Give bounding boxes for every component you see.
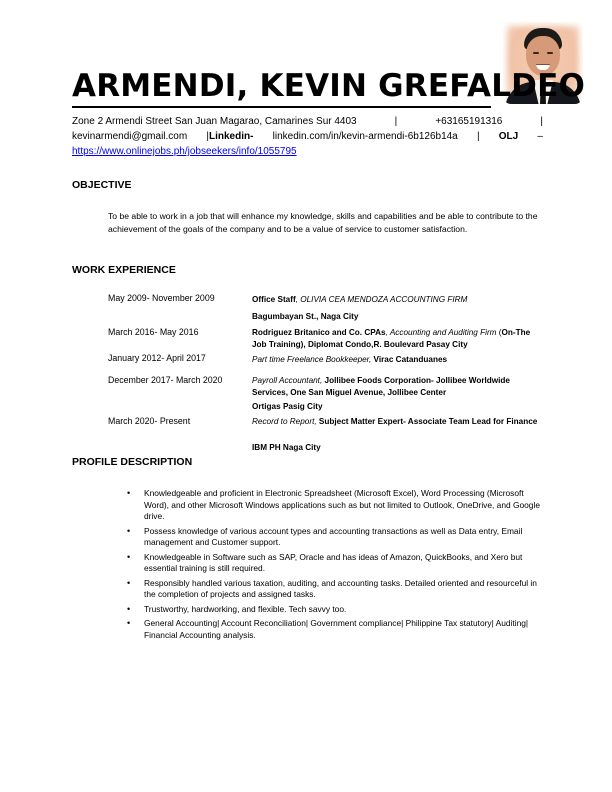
job-title: Office Staff bbox=[252, 295, 296, 304]
photo-eye-right bbox=[547, 52, 553, 54]
bullet-icon: • bbox=[127, 603, 131, 614]
photo-eye-left bbox=[533, 52, 539, 54]
olj-dash: – bbox=[537, 131, 543, 142]
list-item bbox=[127, 526, 547, 549]
job-title: Record to Report bbox=[252, 417, 315, 426]
profile-list bbox=[127, 488, 547, 644]
work-location: IBM PH Naga City bbox=[252, 443, 321, 452]
profile-description-heading: PROFILE DESCRIPTION bbox=[72, 456, 193, 468]
candidate-name: ARMENDI, KEVIN GREFALDEO bbox=[72, 68, 586, 104]
contact-line-2 bbox=[72, 129, 543, 144]
separator: | bbox=[540, 116, 543, 127]
job-title: Part time Freelance Bookkeeper bbox=[252, 355, 369, 364]
separator: | bbox=[476, 131, 480, 142]
objective-text: To be able to work in a job that will enhance my knowledge, skills and capabilities and be able to contribute to the achievement of the goals of the company and to be a value of service to customer satisfaction. bbox=[108, 211, 538, 234]
role: Subject Matter Expert- Associate Team Lead for Finance bbox=[318, 417, 538, 426]
bullet-icon: • bbox=[127, 577, 131, 588]
bullet-icon: • bbox=[127, 488, 131, 498]
sep: , bbox=[314, 417, 319, 426]
company: Jollibee Foods Corporation- Jollibee Worldwide Services, One San Miguel Avenue, Jollibee Center bbox=[252, 376, 510, 397]
bullet-icon: • bbox=[127, 551, 131, 562]
list-item bbox=[127, 552, 547, 575]
sep: , bbox=[319, 376, 325, 385]
sep: , bbox=[385, 328, 390, 337]
linkedin-group bbox=[206, 129, 253, 144]
work-location: Ortigas Pasig City bbox=[252, 402, 323, 411]
email[interactable]: kevinarmendi@gmail.com bbox=[72, 131, 188, 142]
list-item-text: Knowledgeable in Software such as SAP, Oracle and has ideas of Amazon, QuickBooks, and Xero but essential training is still required. bbox=[144, 551, 523, 573]
bullet-icon: • bbox=[127, 525, 131, 536]
job-title: Payroll Accountant bbox=[252, 376, 320, 385]
work-date: March 2016- May 2016 bbox=[108, 327, 199, 337]
work-date: January 2012- April 2017 bbox=[108, 353, 206, 363]
linkedin-url[interactable]: linkedin.com/in/kevin-armendi-6b126b14a bbox=[272, 131, 458, 142]
separator: | bbox=[206, 131, 209, 142]
list-item-text: Trustworthy, hardworking, and flexible. Tech savvy too. bbox=[144, 603, 347, 614]
address: Zone 2 Armendi Street San Juan Magarao, Camarines Sur 4403 bbox=[72, 116, 357, 127]
training-location: On-The Job Training), Diplomat Condo,R. Boulevard Pasay City bbox=[252, 328, 531, 349]
bullet-icon: • bbox=[127, 618, 131, 628]
phone: +63165191316 bbox=[435, 116, 503, 127]
list-item-text: Possess knowledge of various account types and accounting transactions as well as Data entry, Email management and Customer support. bbox=[144, 525, 523, 547]
list-item-text: Knowledgeable and proficient in Electronic Spreadsheet (Microsoft Excel), Word Processing (Microsoft Word), and other Microsoft Windows applications such as but not limited to Outlook, OneDrive, and Google drive. bbox=[144, 488, 540, 521]
company: Rodriguez Britanico and Co. CPAs bbox=[252, 328, 386, 337]
work-date: March 2020- Present bbox=[108, 416, 191, 426]
list-item bbox=[127, 604, 547, 616]
work-date: May 2009- November 2009 bbox=[108, 293, 215, 303]
work-detail bbox=[252, 354, 544, 366]
company: OLIVIA CEA MENDOZA ACCOUNTING FIRM bbox=[300, 295, 468, 304]
olj-label: OLJ bbox=[498, 131, 519, 142]
list-item bbox=[127, 618, 547, 641]
onlinejobs-link[interactable]: https://www.onlinejobs.ph/jobseekers/info/1055795 bbox=[72, 146, 297, 157]
contact-block bbox=[72, 114, 543, 159]
sep: , bbox=[368, 355, 374, 364]
firm-type: Accounting and Auditing Firm bbox=[389, 328, 497, 337]
paren: ( bbox=[496, 328, 502, 337]
list-item-text: General Accounting| Account Reconciliation| Government compliance| Philippine Tax statutory| Auditing| Financial Accounting analysis. bbox=[144, 618, 529, 640]
work-experience-heading: WORK EXPERIENCE bbox=[72, 264, 176, 276]
work-detail bbox=[252, 327, 544, 351]
sep: , bbox=[295, 295, 301, 304]
list-item bbox=[127, 488, 547, 523]
contact-line-1 bbox=[72, 114, 543, 129]
separator: | bbox=[394, 116, 398, 127]
list-item bbox=[127, 578, 547, 601]
linkedin-label: Linkedin- bbox=[209, 131, 254, 142]
work-detail bbox=[252, 375, 544, 399]
work-detail bbox=[252, 416, 544, 428]
work-date: December 2017- March 2020 bbox=[108, 375, 223, 385]
work-detail bbox=[252, 294, 544, 306]
objective-heading: OBJECTIVE bbox=[72, 179, 132, 191]
name-underline bbox=[72, 106, 491, 108]
work-location: Bagumbayan St., Naga City bbox=[252, 312, 359, 321]
list-item-text: Responsibly handled various taxation, auditing, and accounting tasks. Detailed oriented and resourceful in the completion of projects and assigned tasks. bbox=[144, 577, 537, 599]
contact-line-3 bbox=[72, 144, 543, 159]
location: Virac Catanduanes bbox=[373, 355, 448, 364]
